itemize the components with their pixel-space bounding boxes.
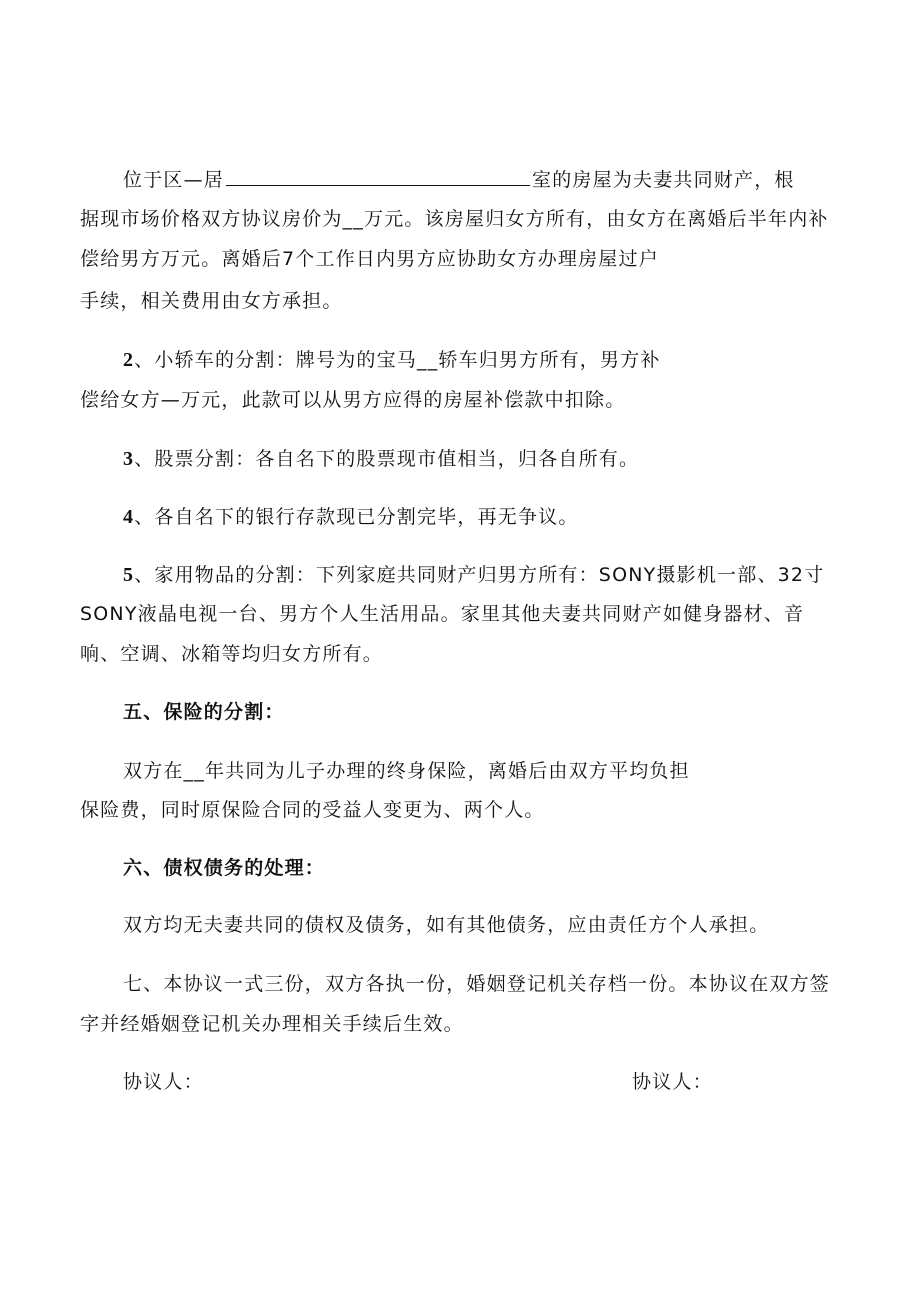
- item-4-line: 4、各自名下的银行存款现已分割完毕，再无争议。: [123, 506, 579, 528]
- item-2-line-1: 2、小轿车的分割：牌号为的宝马__轿车归男方所有，男方补: [123, 349, 661, 371]
- signatory-left: 协议人：: [123, 1071, 204, 1093]
- debt-line: 双方均无夫妻共同的债权及债务，如有其他债务，应由责任方个人承担。: [123, 914, 770, 936]
- house-line-1: 位于区—居 室的房屋为夫妻共同财产，根: [123, 169, 795, 191]
- insurance-line-2: 保险费，同时原保险合同的受益人变更为、两个人。: [80, 799, 545, 821]
- copies-line-2: 字并经婚姻登记机关办理相关手续后生效。: [80, 1013, 464, 1035]
- item-5-line-1: 5、家用物品的分割：下列家庭共同财产归男方所有：SONY摄影机一部、32寸: [123, 564, 825, 586]
- section-insurance-heading: 五、保险的分割：: [123, 701, 285, 723]
- section-debt-heading: 六、债权债务的处理：: [123, 857, 326, 879]
- signatory-right: 协议人：: [632, 1071, 713, 1093]
- item-5-line-3: 响、空调、冰箱等均归女方所有。: [80, 643, 384, 665]
- fill-blank: [226, 167, 530, 186]
- house-line-3: 偿给男方万元。离婚后7个工作日内男方应协助女方办理房屋过户: [80, 248, 659, 270]
- copies-line-1: 七、本协议一式三份，双方各执一份，婚姻登记机关存档一份。本协议在双方签: [123, 973, 831, 995]
- house-line-2: 据现市场价格双方协议房价为__万元。该房屋归女方所有，由女方在离婚后半年内补: [80, 208, 829, 230]
- house-line-4: 手续，相关费用由女方承担。: [80, 290, 343, 312]
- item-5-line-2: SONY液晶电视一台、男方个人生活用品。家里其他夫妻共同财产如健身器材、音: [80, 603, 805, 625]
- item-2-line-2: 偿给女方—万元，此款可以从男方应得的房屋补偿款中扣除。: [80, 389, 626, 411]
- insurance-line-1: 双方在__年共同为儿子办理的终身保险，离婚后由双方平均负担: [123, 760, 690, 782]
- item-3-line: 3、股票分割：各自名下的股票现市值相当，归各自所有。: [123, 448, 640, 470]
